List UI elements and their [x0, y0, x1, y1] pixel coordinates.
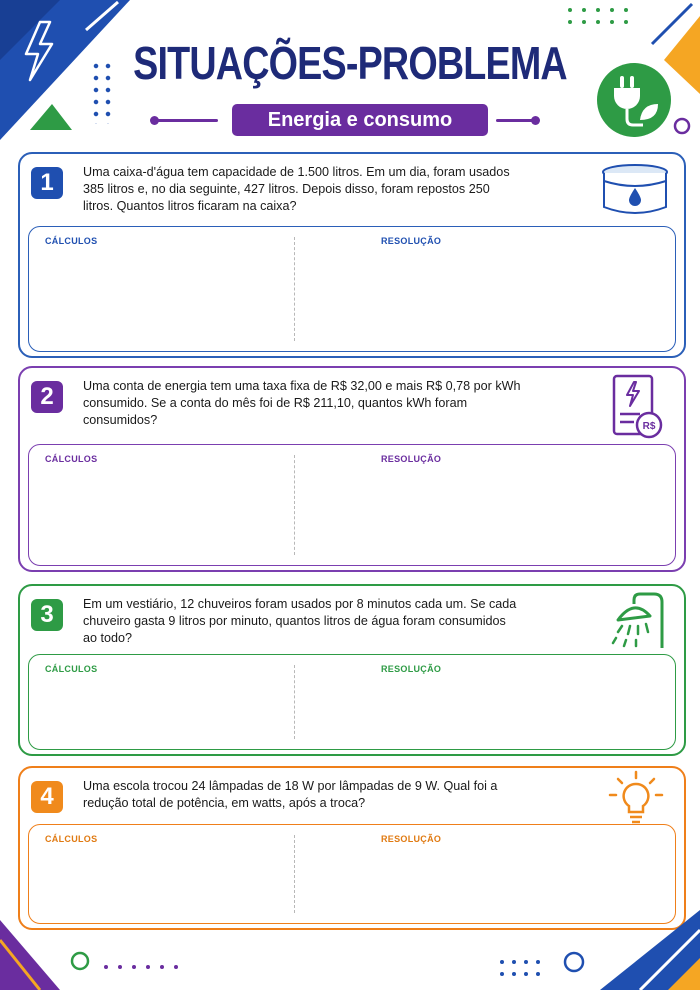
resolution-label: RESOLUÇÃO [381, 454, 442, 464]
page-title: SITUAÇÕES-PROBLEMA [133, 37, 567, 89]
energy-bill-icon [600, 372, 670, 442]
water-tank-icon [600, 160, 670, 218]
calc-label: CÁLCULOS [45, 834, 98, 844]
page-subtitle: Energia e consumo [232, 104, 488, 136]
calc-label: CÁLCULOS [45, 236, 98, 246]
problem-card-1 [18, 152, 686, 358]
work-area[interactable] [28, 654, 676, 750]
bottom-left-corner-decoration [0, 900, 200, 990]
shower-icon [604, 590, 670, 650]
problem-text: Em um vestiário, 12 chuveiros foram usados por 8 minutos cada um. Se cada chuveiro gasta 9 litros por minuto, quantos litros de água foram consumidos ao todo? [83, 597, 517, 645]
resolution-label: RESOLUÇÃO [381, 236, 442, 246]
problem-number: 2 [31, 381, 63, 413]
work-area[interactable] [28, 226, 676, 352]
work-divider [294, 237, 295, 341]
problem-number: 4 [31, 781, 63, 813]
work-divider [294, 665, 295, 739]
problem-number: 1 [31, 167, 63, 199]
subtitle-banner [150, 104, 540, 136]
calc-label: CÁLCULOS [45, 454, 98, 464]
resolution-label: RESOLUÇÃO [381, 664, 442, 674]
light-bulb-icon [606, 770, 666, 828]
currency-label: R$ [642, 421, 656, 432]
calc-label: CÁLCULOS [45, 664, 98, 674]
work-divider [294, 835, 295, 913]
problem-number: 3 [31, 599, 63, 631]
problem-text: Uma escola trocou 24 lâmpadas de 18 W por lâmpadas de 9 W. Qual foi a redução total de potência, em watts, após a troca? [83, 779, 498, 810]
work-area[interactable] [28, 444, 676, 566]
problem-card-2 [18, 366, 686, 572]
problem-text: Uma conta de energia tem uma taxa fixa de R$ 32,00 e mais R$ 0,78 por kWh consumido. Se a conta do mês foi de R$ 211,10, quantos kWh foram consumidos? [83, 379, 521, 427]
work-divider [294, 455, 295, 555]
bottom-right-corner-decoration [490, 900, 700, 990]
problem-text: Uma caixa-d'água tem capacidade de 1.500 litros. Em um dia, foram usados 385 litros e, no dia seguinte, 427 litros. Depois disso, foram repostos 250 litros. Quantos litros ficaram na caixa? [83, 165, 510, 213]
problem-card-3 [18, 584, 686, 756]
resolution-label: RESOLUÇÃO [381, 834, 442, 844]
